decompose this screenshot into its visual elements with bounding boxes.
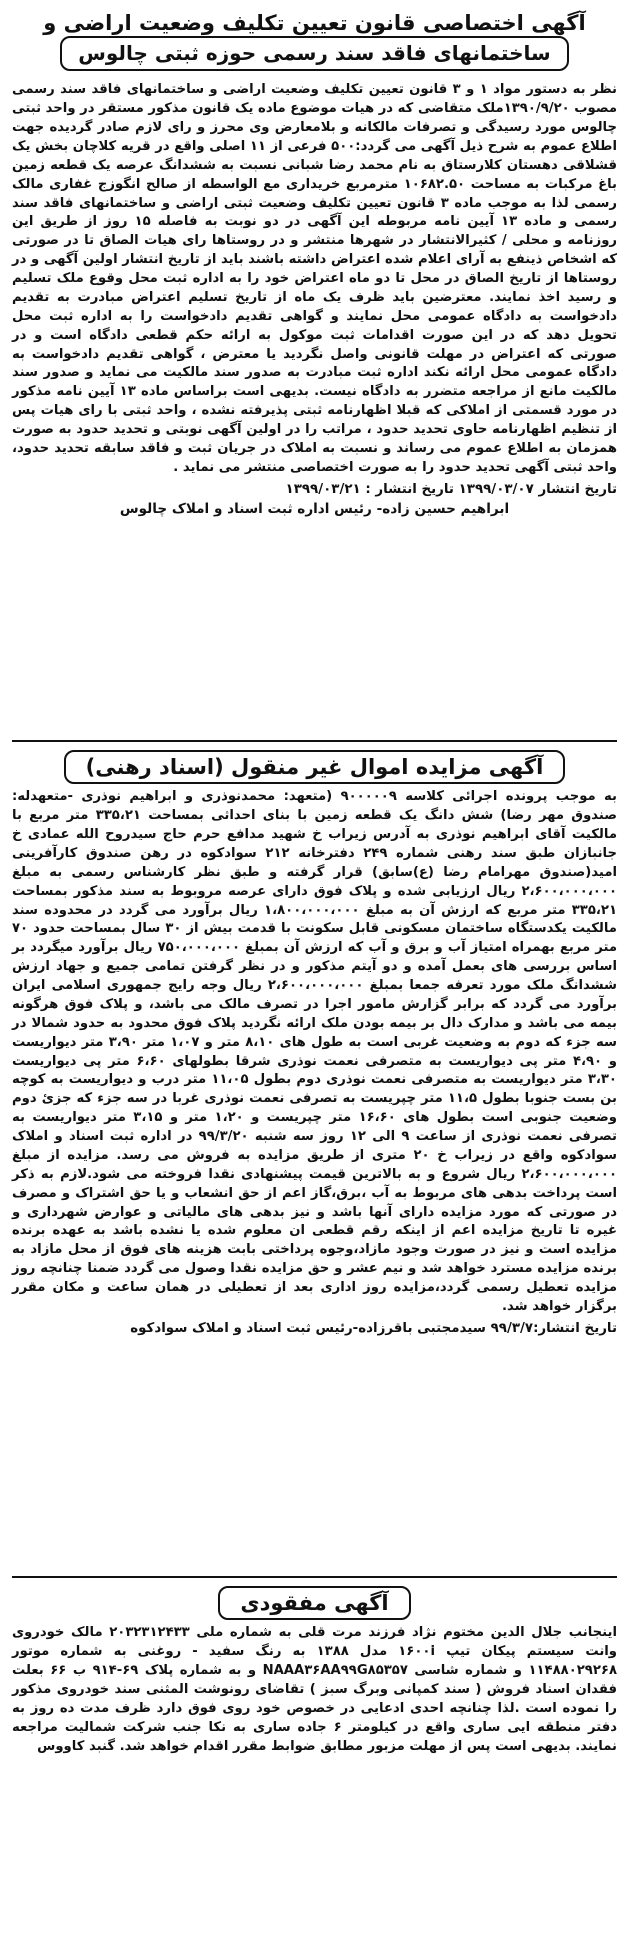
lost-document-notice [12,1586,617,1926]
notice-title-line2: ساختمانهای فاقد سند رسمی حوزه ثبتی چالوس [60,36,568,71]
notice-title: آگهی مفقودی [218,1586,410,1620]
section-divider [12,740,617,742]
notice-title-wrap [12,750,617,784]
notice-title-wrap [12,1586,617,1620]
publication-dates: تاریخ انتشار ۱۳۹۹/۰۳/۰۷ تاریخ انتشار : ۱۳۹۹/۰۳/۲۱ [285,481,617,497]
notice-title-line1: آگهی اختصاصی قانون تعیین تکلیف وضعیت اراضی و [43,11,586,35]
notice-body: نظر به دستور مواد ۱ و ۳ قانون تعیین تکلیف وضعیت اراضی و ساختمانهای فاقد سند رسمی مصوب ۱۳۹۰/۹/۲۰ملک متقاضی که در هیات موضوع ماده یک قانون مذکور مستقر در واحد ثبتی چالوس مورد رسیدگی و تصرفات مالکانه و بلامعارض وی محرز و رای لازم صادر گردیده جهت اطلاع عموم به شرح ذیل آگهی می گردد:۵۰۰ فرعی از ۱۱ اصلی واقع در قریه کلاچان بخش یک قشلاقی دهستان کلارستاق به نام محمد رضا شبانی نسبت به ششدانگ عرصه یک قطعه زمین باغ مرکبات به مساحت ۱۰۶۸۲.۵۰ مترمربع خریداری مع الواسطه از صالح انگوزج غفاری مالک رسمی لذا به موجب ماده ۳ قانون تعیین تکلیف وضعیت ثبتی اراضی و ساختمانهای فاقد سند رسمی و ماده ۱۳ آیین نامه مربوطه این آگهی در دو نوبت به فاصله ۱۵ روز از طریق این روزنامه و محلی / کثیرالانتشار در شهرها منتشر و در روستاها رای هیات الصاق تا در صورتی که اشخاص ذینفع به آرای اعلام شده اعتراض داشته باشند باید از تاریخ انتشار اولین آگهی و در روستاها از تاریخ الصاق در محل تا دو ماه اعتراض خود را به اداره ثبت محل وقوع ملک تسلیم و رسید اخذ نمایند. معترضین باید ظرف یک ماه از تاریخ تسلیم اعتراض مبادرت به تقدیم دادخواست به دادگاه عمومی محل نمایند و گواهی تقدیم دادخواست را به اداره ثبت محل تحویل دهد که در این صورت اقدامات ثبت موکول به ارائه حکم قطعی دادگاه است و در صورتی که اعتراض در مهلت قانونی واصل نگردید یا معترض ، گواهی تقدیم دادخواست به دادگاه عمومی محل ارائه نکند اداره ثبت مبادرت به صدور سند مالکیت می نماید و صدور سند مالکیت مانع از مراجعه متضرر به دادگاه نیست. بدیهی است براساس ماده ۱۳ آیین نامه مذکور در مورد قسمتی از املاکی که قبلا اظهارنامه ثبتی پذیرفته نشده ، واحد ثبتی با رای هیات پس از تنظیم اظهارنامه حاوی تحدید حدود ، مراتب را در اولین آگهی نوبتی و تحدید حدود به صورت همزمان به اطلاع عموم می رساند و نسبت به املاک در جریان ثبت و فاقد سابقه تحدید حدود، واحد ثبتی آگهی تحدید حدود را به صورت اختصاصی منتشر می نماید . [12,82,618,475]
auction-notice [12,750,617,1568]
notice-signature: ابراهیم حسین زاده- رئیس اداره ثبت اسناد و املاک چالوس [119,501,510,518]
land-status-notice [12,10,617,732]
notice-body: اینجانب جلال الدین مختوم نژاد فرزند مرت قلی به شماره ملی ۲۰۳۲۳۱۲۴۳۳ مالک خودروی وانت سیستم پیکان تیپ ۱۶۰۰i مدل ۱۳۸۸ به رنگ سفید - روغنی به شماره موتور ۱۱۴۸۸۰۲۹۲۶۸ و شماره شاسی NAAA۳۶AA۹۹G۸۵۳۵۷ و به شماره پلاک ۶۹-۹۱۴ ب ۶۶ بعلت فقدان اسناد فروش ( سند کمپانی وبرگ سبز ) تقاضای رونوشت المثنی سند خودروی مذکور را نموده است .لذا چنانچه احدی ادعایی در خصوص خود روی فوق دارد ظرف مدت ده روز به دفتر منطقه ایی ساری واقع در کیلومتر ۶ جاده ساری به نکا جنب شرکت شمالیت مراجعه نمایند. بدیهی است پس از مهلت مزبور مطابق ضوابط مقرر اقدام خواهد شد. گنبد کاووس [12,1625,618,1754]
notice-body: به موجب پرونده اجرائی کلاسه ۹۰۰۰۰۰۹ (متعهد: محمدنوذری و ابراهیم نوذری -متعهدله: صندوق مهر رضا) شش دانگ یک قطعه زمین با بنای احداثی بمساحت ۳۳۵،۲۱ متر مربع با مالکیت آقای ابراهیم نوذری به آدرس زیراب خ شهید مدافع حرم حاج سیدروح الله عمادی خ جانبازان طبق سند رهنی شماره ۲۴۹ دفترخانه ۲۱۲ سوادکوه در رهن صندوق کارآفرینی امید(صندوق مهرامام رضا (ع)سابق) قرار گرفته و طبق نظر کارشناس رسمی به مبلغ ۲،۶۰۰،۰۰۰،۰۰۰ ریال ارزیابی شده و پلاک فوق دارای عرصه مروبوط به سند مذکور بمساحت ۳۳۵،۲۱ متر مربع که ارزش آن به مبلغ ۱،۸۰۰،۰۰۰،۰۰۰ ریال برآورد می گردد در محدوده سند مالکیت یکدستگاه ساختمان مسکونی قابل سکونت با قدمت بیش از ۳۰ سال بمساحت حدود ۷۰ متر مربع بهمراه امتیاز آب و برق و آب که ارزش آن بمبلغ ۷۵۰،۰۰۰،۰۰۰ ریال برآورد میگردد بر اساس بررسی های بعمل آمده و دو آیتم مذکور و در نظر گرفتن تمامی جمیع و جهاد ارزش ششدانگ ملک مورد تعرفه جمعا بمبلغ ۲،۶۰۰،۰۰۰،۰۰۰ ریال وجه رایج جمهوری اسلامی ایران برآورد می گردد که برابر گزارش مامور اجرا در تصرف مالک می باشد، و پلاک فوق هرگونه بیمه می باشد و مدارک دال بر بیمه بودن ملک ارائه نگردید پلاک فوق محدود به حدود شمالا در سه جزء که دوم به وضعیت غربی است به طول های ۸،۱۰ متر و ۱،۰۷ متر ۳،۹۰ متر دیواریست و ۴،۹۰ متر پی دیواریست به متصرفی نعمت نوذری شرقا بطولهای ۶،۶۰ متر پی دیواریست ۳،۳۰ متر دیواریست به متصرفی نعمت نوذری دوم بطول ۱۱،۰۵ متر درب و دیواریست به کوچه بن بست جنوبا بطول ۱۱،۵ متر چپریست به تصرفی نعمت نوذری غربا در سه جزء که جزئ دوم وضعیت جنوبی است بطول های ۱۶،۶۰ متر چپریست و ۱،۲۰ متر و ۳،۱۵ متر دیواریست به تصرفی نعمت نوذری از ساعت ۹ الی ۱۲ روز سه شنبه ۹۹/۳/۲۰ در اداره ثبت اسناد و املاک سوادکوه واقع در زیراب خ ۲۰ متری از طریق مزایده به فروش می رسد. مزایده از مبلغ ۲،۶۰۰،۰۰۰،۰۰۰ ریال شروع و به بالاترین قیمت پیشنهادی نقدا فروخته می شود.لازم به ذکر است پرداخت بدهی های مربوط به آب ،برق،گاز اعم از حق انشعاب و یا حق اشتراک و مصرف در صورتی که مورد مزایده دارای آنها باشد و نیز بدهی های مالیاتی و عوارض شهرداری و غیره تا تاریخ مزایده اعم از اینکه رقم قطعی ان معلوم شده یا نشده باشد به عهده برنده مزایده است و نیز در صورت وجود مازاد،وجوه پرداختی بابت هزینه های فوق از محل مازاد به برنده مزایده مسترد خواهد شد و نیم عشر و حق مزایده نقدا وصول می گردد ضمنا چنانچه روز مزایده تعطیل رسمی گردد،مزایده روز اداری بعد از تعطیلی در همان ساعت و مکان مقرر برگزار خواهد شد. [12,789,618,1314]
notice-title: آگهی مزایده اموال غیر منقول (اسناد رهنی) [64,750,566,784]
notice-title-wrap [12,36,617,77]
notice-footer: تاریخ انتشار:۹۹/۳/۷ سیدمجتبی باقرزاده-رئیس ثبت اسناد و املاک سوادکوه [130,1320,617,1336]
section-divider [12,1576,617,1578]
